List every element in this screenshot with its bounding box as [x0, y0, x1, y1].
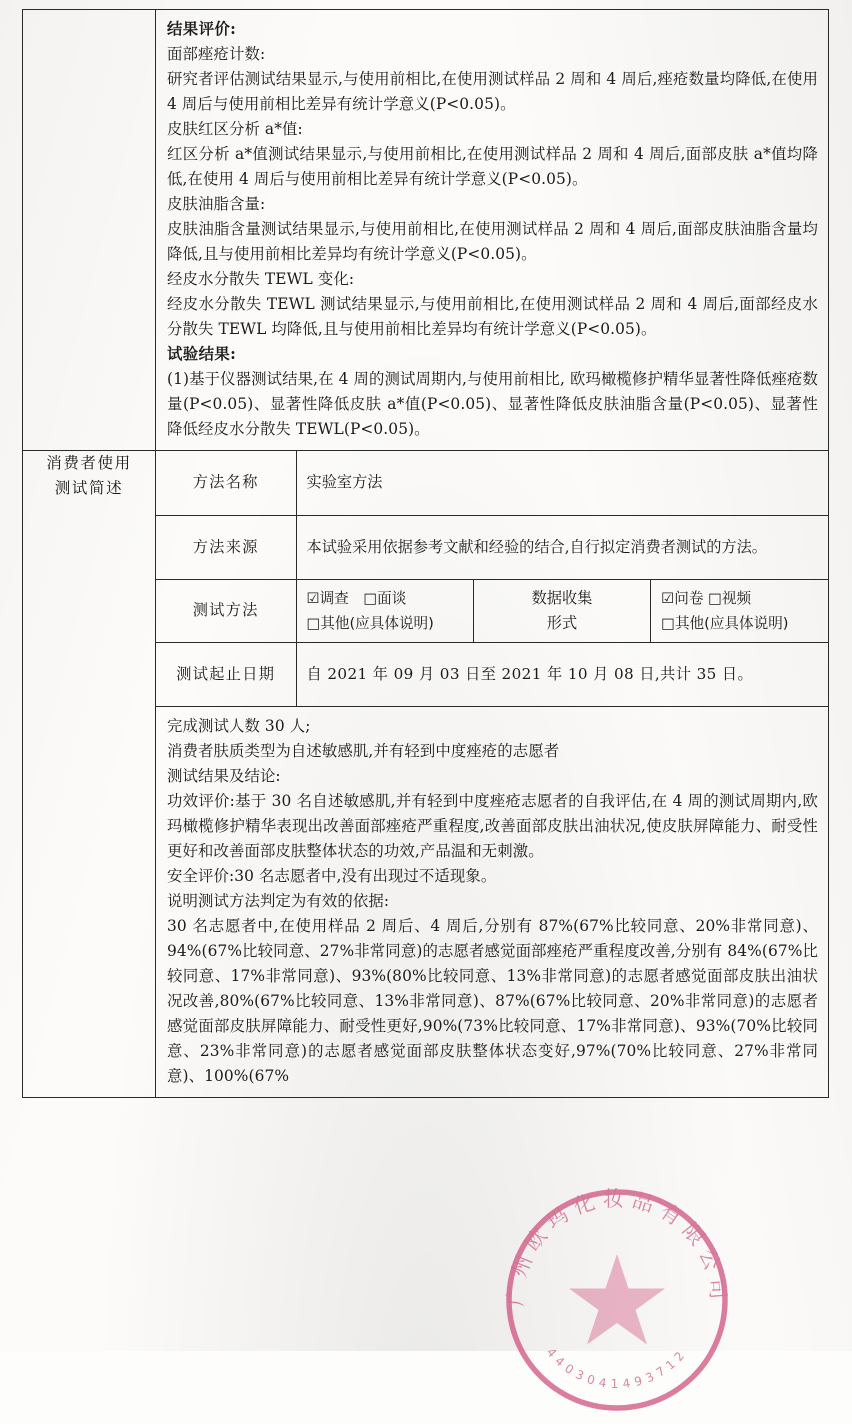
sidebar-label-line-2: 测试简述: [54, 479, 124, 497]
data-collection-options[interactable]: [651, 579, 828, 642]
method-details-table: [156, 451, 828, 706]
method-name-label: 方法名称: [156, 451, 296, 515]
data-collection-label-line-1: 数据收集: [531, 588, 593, 607]
results-text-block: [156, 10, 828, 450]
consumer-summary-text-block: [156, 706, 828, 1097]
data-collection-option-line-1[interactable]: ☑问卷 □视频: [661, 589, 752, 607]
test-method-label: 测试方法: [156, 579, 296, 642]
consumer-section-content-cell: [156, 451, 829, 1098]
table-row-test-method: [156, 579, 828, 642]
seal-star-icon: [569, 1254, 665, 1345]
results-content-cell: [156, 10, 829, 451]
results-paragraph-1: 研究者评估测试结果显示,与使用前相比,在使用测试样品 2 周和 4 周后,痤疮数量均降低,在使用 4 周后与使用前相比差异有统计学意义(P<0.05)。: [167, 70, 818, 113]
results-heading: 结果评价:: [167, 20, 237, 38]
official-red-seal: [493, 1176, 741, 1424]
conclusion-text: (1)基于仪器测试结果,在 4 周的测试周期内,与使用前相比, 欧玛橄榄修护精华显著性降低痤疮数量(P<0.05)、显著性降低皮肤 a*值(P<0.05)、显著性降低皮肤油脂含量(P<0.05)、显著性降低经皮水分散失 TEWL(P<0.05)。: [167, 370, 818, 438]
method-name-value: 实验室方法: [296, 451, 828, 515]
consumer-paragraph-4: 安全评价:30 名志愿者中,没有出现过不适现象。: [167, 867, 497, 885]
table-row-results: [23, 10, 829, 451]
results-paragraph-2: 皮肤红区分析 a*值:: [167, 120, 303, 138]
consumer-paragraph-3: 功效评价:基于 30 名自述敏感肌,并有轻到中度痤疮志愿者的自我评估,在 4 周的测试周期内,欧玛橄榄修护精华表现出改善面部痤疮严重程度,改善面部皮肤出油状况,使皮肤屏障能力、耐受性更好和改善面部皮肤整体状态的功效,产品温和无刺激。: [167, 792, 818, 860]
data-collection-label-line-2: 形式: [546, 613, 578, 632]
consumer-section-label: [23, 451, 155, 501]
results-paragraph-7: 经皮水分散失 TEWL 测试结果显示,与使用前相比,在使用测试样品 2 周和 4 周后,面部经皮水分散失 TEWL 均降低,且与使用前相比差异均有统计学意义(P<0.05)。: [167, 295, 818, 338]
seal-outer-ring: [509, 1192, 725, 1408]
consumer-section-label-cell: [23, 451, 156, 1098]
consumer-paragraph-2: 测试结果及结论:: [167, 767, 281, 785]
table-row-method-name: [156, 451, 828, 515]
main-report-table: [22, 9, 829, 1098]
table-row-method-source: [156, 515, 828, 579]
data-collection-option-line-2[interactable]: □其他(应具体说明): [661, 614, 789, 632]
table-row-consumer-test: [23, 451, 829, 1098]
seal-company-name-arc: 广州欧玛化妆品有限公司: [503, 1187, 731, 1308]
table-row-test-dates: [156, 642, 828, 706]
results-paragraph-4: 皮肤油脂含量:: [167, 195, 266, 213]
test-method-options[interactable]: [296, 579, 473, 642]
consumer-paragraph-6: 30 名志愿者中,在使用样品 2 周后、4 周后,分别有 87%(67%比较同意、20%非常同意)、94%(67%比较同意、27%非常同意)的志愿者感觉面部痤疮严重程度改善,分别有 84%(67%比较同意、17%非常同意)、93%(80%比较同意、13%非常同意)的志愿者感觉面部皮肤出油状况改善,80%(67%比较同意、13%非常同意)、87%(67%比较同意、20%非常同意)的志愿者感觉面部皮肤屏障能力、耐受性更好,90%(73%比较同意、17%非常同意)、93%(70%比较同意、23%非常同意)的志愿者感觉面部皮肤整体状态变好,97%(70%比较同意、27%非常同意)、100%(67%: [167, 917, 818, 1085]
consumer-paragraph-5: 说明测试方法判定为有效的依据:: [167, 892, 390, 910]
test-method-option-line-2[interactable]: □其他(应具体说明): [306, 614, 434, 632]
results-paragraph-6: 经皮水分散失 TEWL 变化:: [167, 270, 355, 288]
method-source-value: 本试验采用依据参考文献和经验的结合,自行拟定消费者测试的方法。: [296, 515, 828, 579]
results-paragraph-5: 皮肤油脂含量测试结果显示,与使用前相比,在使用测试样品 2 周和 4 周后,面部皮肤油脂含量均降低,且与使用前相比差异均有统计学意义(P<0.05)。: [167, 220, 818, 263]
sidebar-label-line-1: 消费者使用: [46, 454, 132, 472]
seal-registration-number: 4403041493712: [543, 1345, 691, 1391]
results-paragraph-3: 红区分析 a*值测试结果显示,与使用前相比,在使用测试样品 2 周和 4 周后,面部皮肤 a*值均降低,在使用 4 周后与使用前相比差异有统计学意义(P<0.05)。: [167, 145, 818, 188]
test-dates-label: 测试起止日期: [156, 642, 296, 706]
test-method-option-line-1[interactable]: ☑调查 □面谈: [306, 589, 407, 607]
test-dates-value: 自 2021 年 09 月 03 日至 2021 年 10 月 08 日,共计 35 日。: [296, 642, 828, 706]
conclusion-heading: 试验结果:: [167, 345, 237, 363]
results-paragraph-0: 面部痤疮计数:: [167, 45, 266, 63]
results-label-cell: [23, 10, 156, 451]
consumer-paragraph-0: 完成测试人数 30 人;: [167, 717, 311, 735]
data-collection-label: [473, 579, 650, 642]
method-source-label: 方法来源: [156, 515, 296, 579]
consumer-paragraph-1: 消费者肤质类型为自述敏感肌,并有轻到中度痤疮的志愿者: [167, 742, 560, 760]
